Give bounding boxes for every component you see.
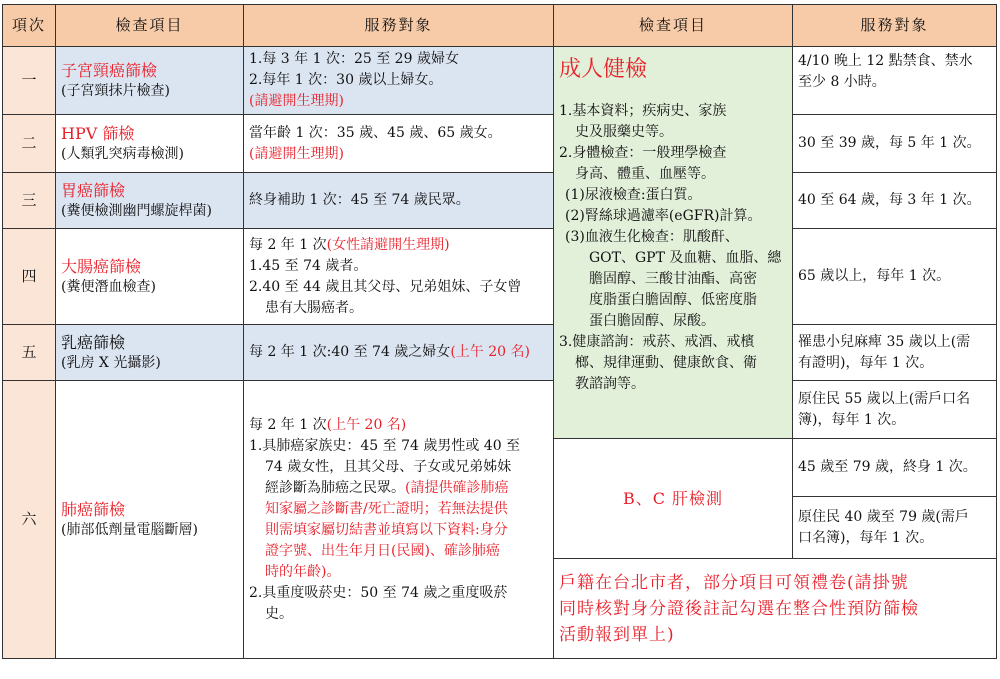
check-item-desc: (肺部低劑量電腦斷層): [61, 521, 198, 538]
check-item-desc: (子宮頸抹片檢查): [61, 82, 170, 99]
service-frequency: 每 2 年 1 次: [249, 416, 327, 433]
service-line: 終身補助 1 次：45 至 74 歲民眾。: [249, 192, 470, 208]
check-item-desc: (糞便潛血檢查): [61, 278, 156, 295]
service-warning: (上午 20 名): [450, 344, 530, 360]
adult-line: 3.健康諮詢：戒菸、戒酒、戒檳: [559, 334, 755, 350]
table-row: [3, 47, 997, 115]
header-check-item-2: 檢查項目: [554, 5, 793, 47]
hepatitis-service-line: 45 歲至 79 歲，終身 1 次。: [798, 459, 977, 475]
voucher-note: [554, 559, 997, 659]
adult-service-line: 有證明)，每年 1 次。: [798, 354, 934, 371]
adult-line: GOT、GPT 及血糖、血脂、總: [589, 250, 782, 266]
check-item-cell: [56, 173, 244, 229]
service-warning: 時的年齡)。: [265, 563, 341, 580]
service-warning: 證字號、出生年月日(民國)、確診肺癌: [265, 542, 500, 559]
service-frequency: 每 2 年 1 次:40 至 74 歲之婦女: [249, 344, 451, 360]
header-row: [3, 5, 997, 47]
service-target-cell: [244, 115, 554, 173]
hepatitis-service-line: 口名簿)，每年 1 次。: [798, 529, 934, 546]
adult-line: 教諮詢等。: [575, 376, 645, 392]
service-warning: (請避開生理期): [249, 93, 344, 109]
adult-line: (3)血液生化檢查：肌酸酐、: [565, 229, 739, 245]
hepatitis-title: B、C 肝檢測: [554, 439, 793, 559]
row-number: 二: [3, 115, 56, 173]
service-target-cell: [244, 325, 554, 381]
adult-line: 2.身體檢查：一般理學檢查: [559, 145, 727, 161]
check-item-name: 大腸癌篩檢: [61, 256, 142, 276]
adult-line: 身高、體重、血壓等。: [575, 166, 715, 182]
service-text: 經診斷為肺癌之民眾。: [265, 479, 405, 496]
adult-service-cell: [793, 47, 997, 115]
adult-line: (1)尿液檢查:蛋白質。: [565, 187, 702, 203]
header-item-number: 項次: [3, 5, 56, 47]
service-line: 1.具肺癌家族史：45 至 74 歲男性或 40 至: [249, 437, 521, 454]
service-warning: (請提供確診肺癌: [405, 479, 509, 496]
adult-service-cell: [793, 115, 997, 173]
adult-service-line: 40 至 64 歲，每 3 年 1 次。: [798, 192, 981, 208]
voucher-note-line: 戶籍在台北市者，部分項目可領禮卷(請掛號: [559, 572, 909, 593]
service-target-cell: [244, 47, 554, 115]
hepatitis-service-line: 原住民 40 歲至 79 歲(需戶: [798, 508, 969, 525]
service-line: [249, 342, 548, 363]
adult-line: 蛋白膽固醇、尿酸。: [589, 313, 715, 329]
adult-line: 膽固醇、三酸甘油酯、高密: [589, 271, 757, 287]
check-item-cell: [56, 115, 244, 173]
service-line: [249, 478, 548, 499]
service-line: 1.45 至 74 歲者。: [249, 257, 368, 274]
adult-line: 榔、規律運動、健康飲食、衛: [575, 355, 757, 371]
screening-table: [2, 4, 997, 659]
table-row: [3, 115, 997, 173]
check-item-desc: (糞便檢測幽門螺旋桿菌): [61, 202, 212, 219]
row-number: 三: [3, 173, 56, 229]
service-line: 2.40 至 44 歲且其父母、兄弟姐妹、子女曾: [249, 278, 522, 295]
adult-service-cell: [793, 173, 997, 229]
check-item-name: 乳癌篩檢: [61, 332, 126, 352]
adult-service-cell: [793, 325, 997, 381]
service-warning: 則需填家屬切結書並填寫以下資料:身分: [265, 521, 508, 538]
header-service-target: 服務對象: [244, 5, 554, 47]
adult-service-cell: [793, 229, 997, 325]
voucher-note-line: 同時核對身分證後註記勾選在整合性預防篩檢: [559, 598, 919, 619]
adult-service-line: 30 至 39 歲，每 5 年 1 次。: [798, 135, 981, 151]
check-item-cell: [56, 325, 244, 381]
check-item-cell: [56, 381, 244, 659]
adult-line: 史及服藥史等。: [575, 124, 673, 140]
adult-service-line: 65 歲以上，每年 1 次。: [798, 268, 951, 284]
service-line: 患有大腸癌者。: [265, 299, 363, 316]
hepatitis-service-cell: [793, 497, 997, 559]
adult-service-cell: [793, 381, 997, 439]
header-service-target-2: 服務對象: [793, 5, 997, 47]
adult-service-line: 4/10 晚上 12 點禁食、禁水: [798, 53, 973, 69]
adult-service-line: 罹患小兒麻痺 35 歲以上(需: [798, 333, 971, 350]
check-item-cell: [56, 229, 244, 325]
row-number: 四: [3, 229, 56, 325]
service-line: 2.每年 1 次：30 歲以上婦女。: [249, 72, 443, 88]
header-check-item: 檢查項目: [56, 5, 244, 47]
adult-line: (2)腎絲球過濾率(eGFR)計算。: [565, 208, 762, 224]
check-item-name: 子宮頸癌篩檢: [61, 60, 158, 80]
service-line: [249, 415, 548, 436]
check-item-desc: (乳房 X 光攝影): [61, 354, 161, 371]
adult-service-line: 簿)，每年 1 次。: [798, 411, 906, 428]
service-warning: 知家屬之診斷書/死亡證明；若無法提供: [265, 500, 508, 517]
service-line: 2.具重度吸菸史：50 至 74 歲之重度吸菸: [249, 584, 508, 601]
service-line: [249, 235, 548, 256]
check-item-desc: (人類乳突病毒檢測): [61, 145, 184, 162]
row-number: 一: [3, 47, 56, 115]
voucher-note-line: 活動報到單上): [559, 624, 675, 645]
service-warning: (女性請避開生理期): [326, 236, 450, 253]
row-number: 六: [3, 381, 56, 659]
check-item-cell: [56, 47, 244, 115]
service-line: 當年齡 1 次：35 歲、45 歲、65 歲女。: [249, 124, 502, 141]
service-frequency: 每 2 年 1 次: [249, 236, 327, 253]
service-warning: (請避開生理期): [249, 145, 344, 162]
adult-line: 度脂蛋白膽固醇、低密度脂: [589, 292, 757, 308]
row-number: 五: [3, 325, 56, 381]
hepatitis-service-cell: [793, 439, 997, 497]
service-warning: (上午 20 名): [326, 416, 407, 433]
adult-line: 1.基本資料；疾病史、家族: [559, 103, 727, 119]
check-item-name: 肺癌篩檢: [61, 499, 126, 519]
check-item-name: HPV 篩檢: [61, 123, 135, 143]
table-row: [3, 229, 997, 325]
service-line: 1.每 3 年 1 次：25 至 29 歲婦女: [249, 51, 459, 67]
service-target-cell: [244, 229, 554, 325]
service-line: 史。: [265, 605, 293, 622]
table-row: [3, 381, 997, 439]
service-target-cell: [244, 173, 554, 229]
check-item-name: 胃癌篩檢: [61, 180, 126, 200]
adult-service-line: 原住民 55 歲以上(需戶口名: [798, 390, 971, 407]
table-row: [3, 173, 997, 229]
adult-checkup-cell: [554, 47, 793, 439]
table-row: [3, 325, 997, 381]
service-target-cell: [244, 381, 554, 659]
service-line: 74 歲女性，且其父母、子女或兄弟姊妹: [265, 458, 512, 475]
adult-service-line: 至少 8 小時。: [798, 74, 886, 90]
adult-checkup-title: 成人健檢: [559, 57, 648, 82]
